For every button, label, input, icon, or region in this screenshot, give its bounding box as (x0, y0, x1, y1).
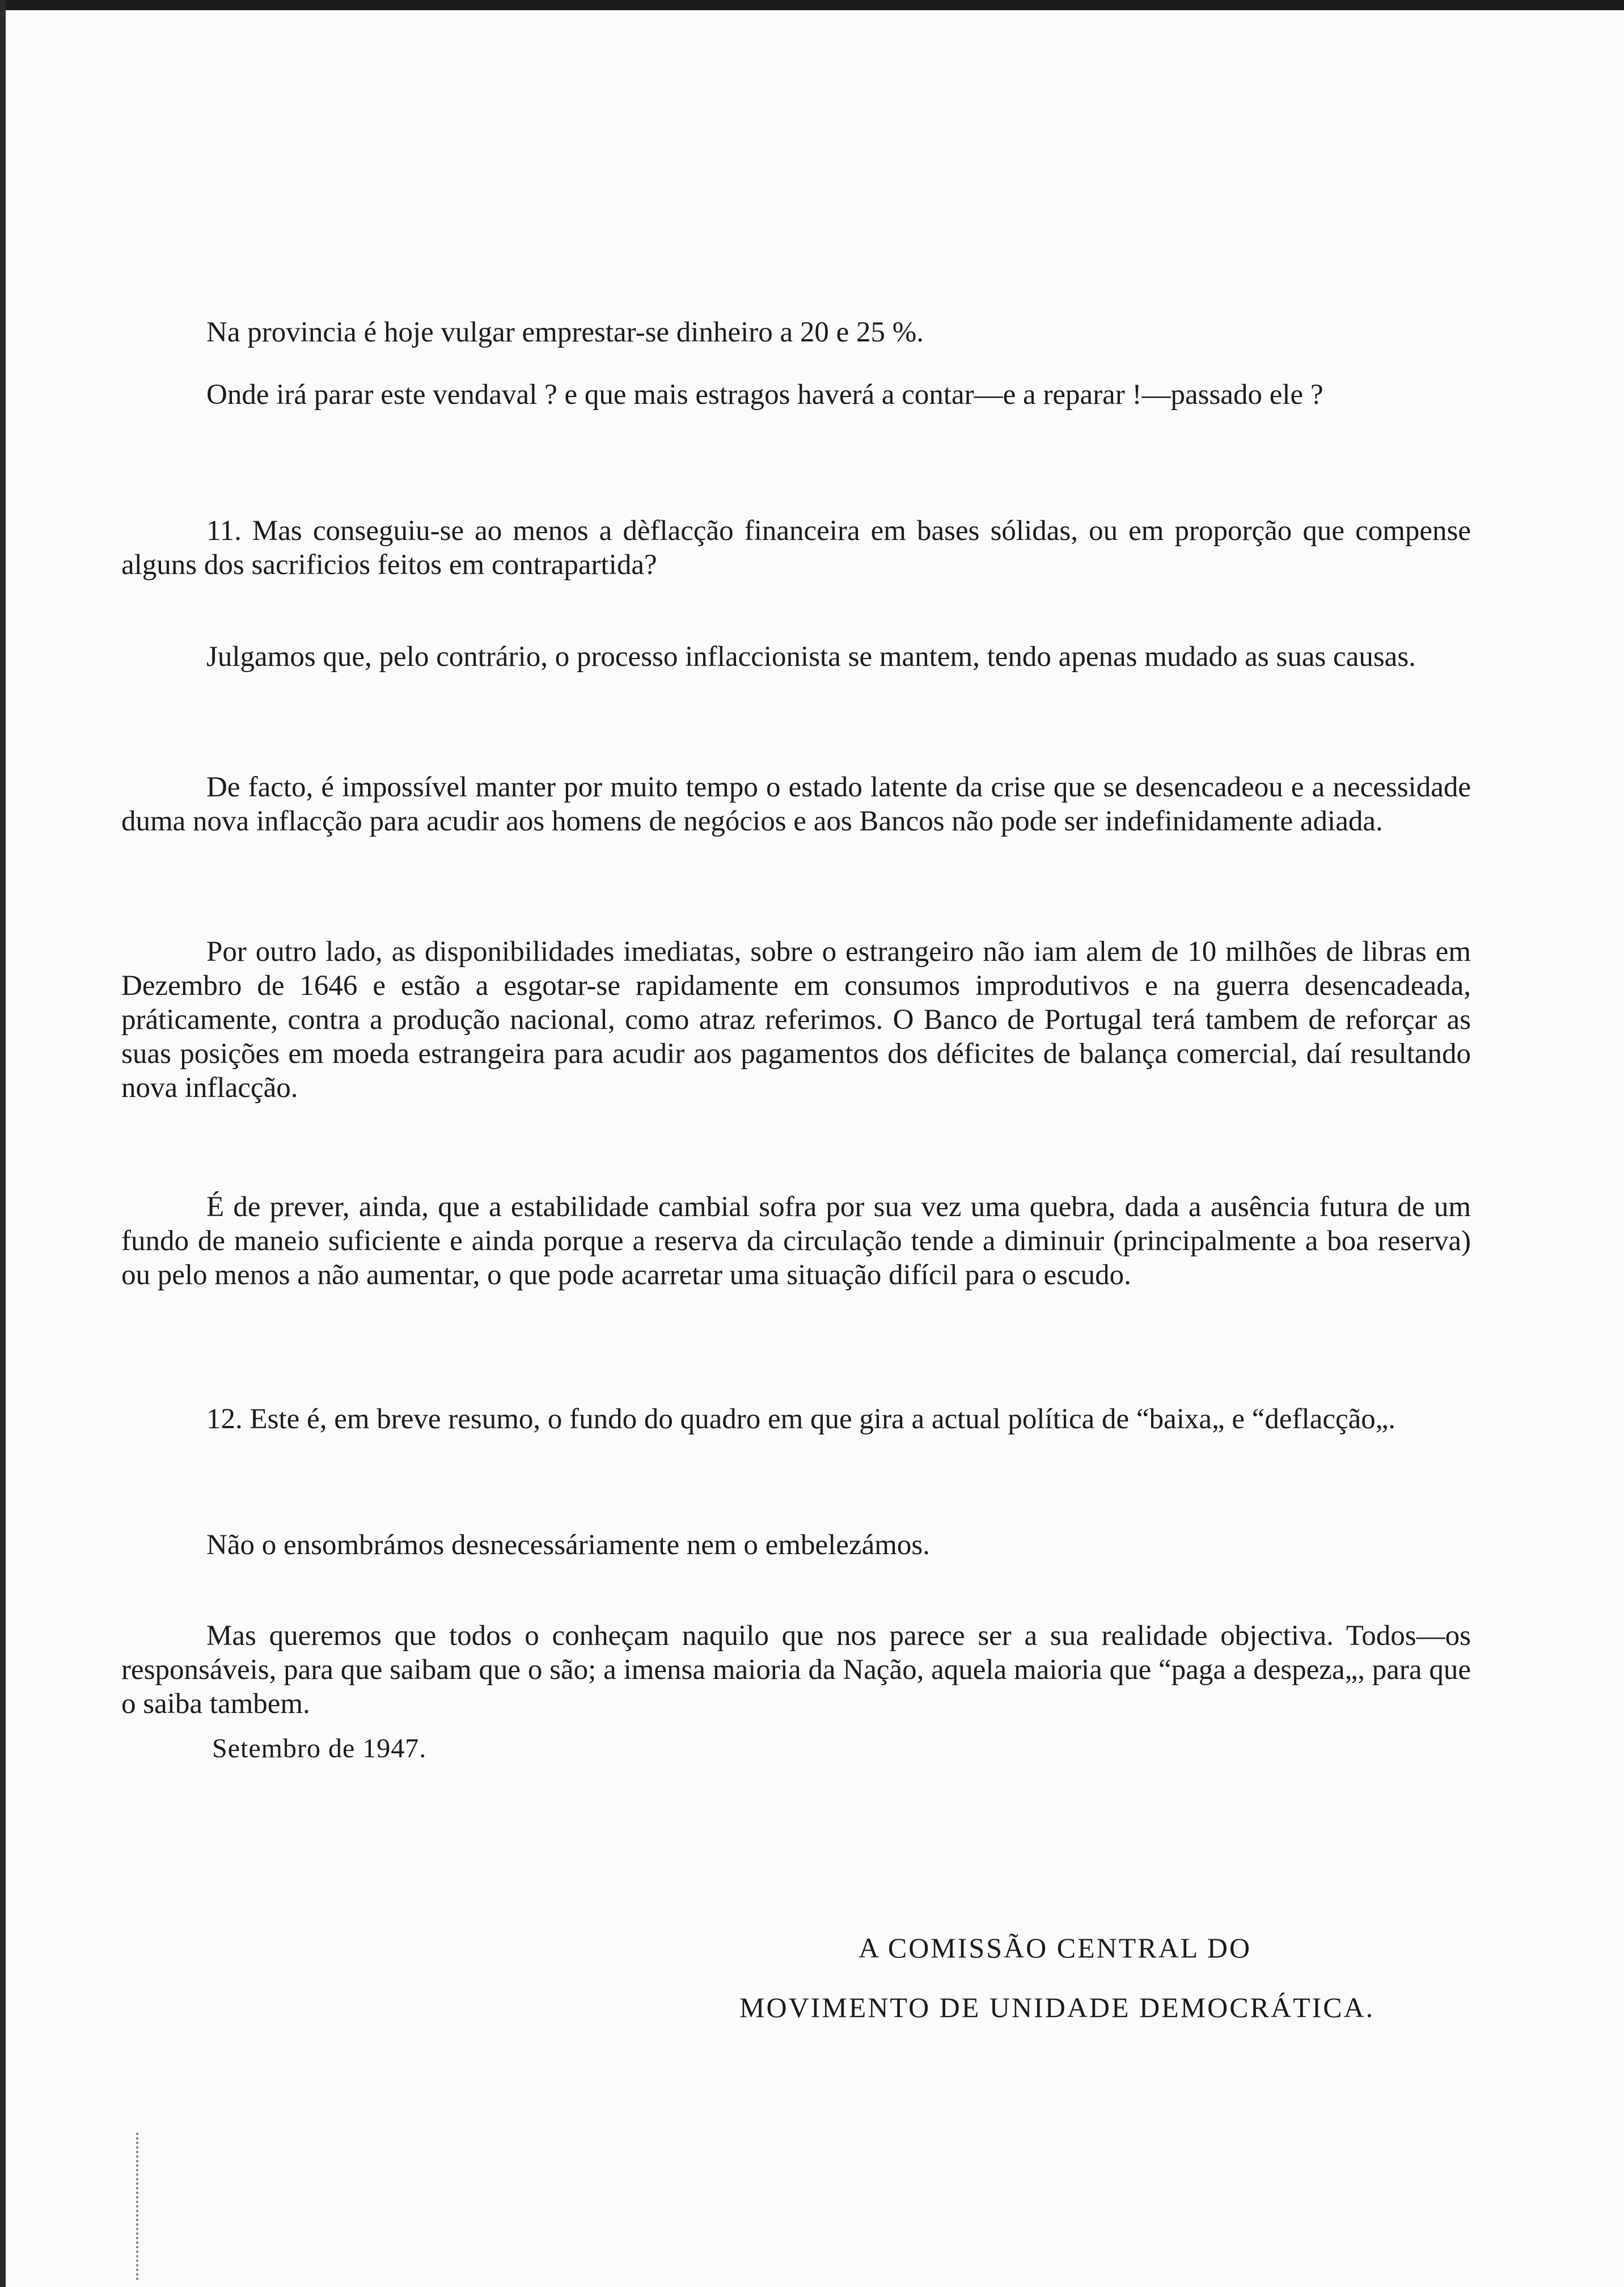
paragraph-9: Não o ensombrámos desnecessáriamente nem o embelezámos. (206, 1529, 930, 1561)
paragraph-10: Mas queremos que todos o conheçam naquilo que nos parece ser a sua realidade objectiva. Todos—os responsáveis, para que saibam que o são; a imensa maioria da Nação, aquela maioria que “paga a despeza„, para que o saiba tambem. (121, 1620, 1471, 1720)
top-border (0, 0, 1624, 10)
paragraph-4: Julgamos que, pelo contrário, o processo inflaccionista se mantem, tendo apenas mudado as suas causas. (206, 641, 1416, 673)
paragraph-2: Onde irá parar este vendaval ? e que mais estragos haverá a contar—e a reparar !—passado ele ? (206, 379, 1323, 411)
margin-marks (136, 2133, 143, 2280)
paragraph-5: De facto, é impossível manter por muito tempo o estado latente da crise que se desencadeou e a necessidade duma nova inflacção para acudir aos homens de negócios e aos Bancos não pode ser indefinidamente adiada. (121, 771, 1471, 837)
paragraph-1: Na provincia é hoje vulgar emprestar-se dinheiro a 20 e 25 %. (206, 317, 924, 348)
paragraph-6: Por outro lado, as disponibilidades imediatas, sobre o estrangeiro não iam alem de 10 milhões de libras em Dezembro de 1646 e estão a esgotar-se rapidamente em consumos improdutivos e na guerra desencadeada, práticamente, contra a produção nacional, como atraz referimos. O Banco de Portugal terá tambem de reforçar as suas posições em moeda estrangeira para acudir aos pagamentos dos déficites de balança comercial, daí resultando nova inflacção. (121, 936, 1471, 1104)
signature-line-1: A COMISSÃO CENTRAL DO (858, 1932, 1252, 1964)
paragraph-8: 12. Este é, em breve resumo, o fundo do quadro em que gira a actual política de “baixa„ e “deflacção„. (206, 1403, 1396, 1435)
paragraph-7: É de prever, ainda, que a estabilidade cambial sofra por sua vez uma quebra, dada a ausência futura de um fundo de maneio suficiente e ainda porque a reserva da circulação tende a diminuir (principalmente a boa reserva) ou pelo menos a não aumentar, o que pode acarretar uma situação difícil para o escudo. (121, 1191, 1471, 1291)
paragraph-3: 11. Mas conseguiu-se ao menos a dèflacção financeira em bases sólidas, ou em proporção que compense alguns dos sacrificios feitos em contrapartida? (121, 515, 1471, 581)
signature-line-2: MOVIMENTO DE UNIDADE DEMOCRÁTICA. (739, 1991, 1375, 2023)
left-border (0, 0, 6, 2287)
document-date: Setembro de 1947. (212, 1733, 427, 1763)
